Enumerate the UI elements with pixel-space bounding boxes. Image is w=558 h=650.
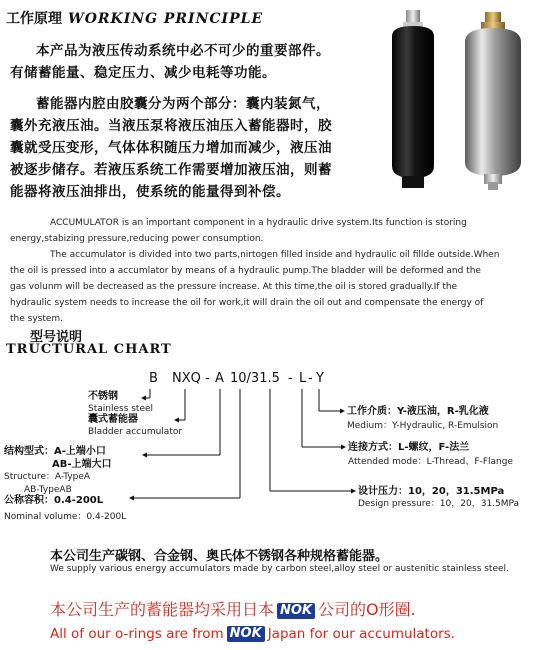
- oring-statement-cn: [50, 597, 416, 620]
- intro-en-line: the system.: [10, 314, 64, 324]
- intro-en-line: The accumulator is divided into two parts,nirtogen filled inside and hydraulic oil fillde outside.When: [50, 250, 500, 260]
- label-material-cn: 不锈钢: [88, 391, 118, 402]
- label-material-en: Stainless steel: [88, 404, 154, 414]
- label-volume-en: Nominal volume：0.4-200L: [4, 512, 127, 522]
- label-medium-cn: 工作介质：Y-液压油，R-乳化液: [347, 406, 489, 417]
- title-cn: 工作原理: [6, 11, 62, 27]
- label-bladder-en: Bladder accumulator: [88, 427, 183, 437]
- supply-statement-cn: 本公司生产碳钢、合金钢、奥氏体不锈钢各种规格蓄能器。: [50, 549, 389, 564]
- code-part-pressure: 10/31.5: [230, 371, 280, 386]
- label-structure-en-2: AB-TypeAB: [24, 485, 72, 495]
- model-title-en: TRUCTURAL CHART: [6, 342, 172, 357]
- code-part-dash: -: [308, 371, 313, 386]
- code-part-a: A: [215, 371, 224, 386]
- code-part-dash: -: [205, 371, 210, 386]
- intro-cn-line: 有储蓄能量、稳定压力、减少电耗等功能。: [10, 65, 276, 81]
- label-connection: [348, 441, 513, 469]
- title-en: WORKING PRINCIPLE: [68, 11, 264, 27]
- label-connection-en: Attended mode：L-Thread、F-Flange: [348, 457, 513, 467]
- intro-cn-line: 被逐步储存。若液压系统工作需要增加液压油，则蓄: [10, 162, 332, 178]
- intro-cn-line: 囊就受压变形，气体体积随压力增加而减少，液压油: [10, 140, 332, 156]
- nok-logo: NOK: [227, 626, 265, 642]
- code-part-y: Y: [316, 371, 324, 386]
- label-medium-en: Medium：Y-Hydraulic, R-Emulsion: [347, 421, 499, 431]
- intro-en-line: gas volunm will be decreased as the pressure increase. At this time,the oil is stored gradually.If the: [10, 282, 458, 292]
- label-volume-cn: 公称容积：0.4-200L: [4, 495, 104, 506]
- supply-statement-en: We supply various energy accumulators made by carbon steel,alloy steel or austenitic stainless steel.: [50, 564, 509, 574]
- label-volume: [4, 494, 126, 524]
- intro-cn-line: 囊外充液压油。当液压泵将液压油压入蓄能器时，胶: [10, 118, 332, 134]
- nok-logo: NOK: [277, 603, 315, 619]
- oring-statement-en: [50, 626, 455, 642]
- label-connection-cn: 连接方式：L-螺纹，F-法兰: [348, 442, 470, 453]
- oring-cn-post: 公司的O形圈.: [318, 600, 416, 619]
- oring-en-pre: All of our o-rings are from: [50, 626, 224, 642]
- code-part-nxq: NXQ: [172, 371, 201, 386]
- label-pressure: [358, 485, 519, 511]
- label-structure-en-1: Structure：A-TypeA: [4, 472, 91, 482]
- intro-en-line: ACCUMULATOR is an important component in a hydraulic drive system.Its function is storing: [50, 218, 467, 228]
- oring-en-post: Japan for our accumulators.: [267, 626, 455, 642]
- intro-en-line: the oil is pressed into a accumlator by means of a hydraulic pump.The bladder will be deformed and the: [10, 266, 481, 276]
- label-medium: [347, 405, 498, 433]
- label-structure-cn-1: 结构型式：A-上端小口: [4, 446, 106, 457]
- label-structure-cn-2: AB-上端大口: [52, 459, 112, 470]
- label-pressure-cn: 设计压力：10，20，31.5MPa: [358, 486, 505, 497]
- model-title-cn: 型号说明: [30, 330, 83, 345]
- oring-cn-pre: 本公司生产的蓄能器均采用日本: [50, 600, 275, 619]
- intro-cn-line: 能器将液压油排出，使系统的能量得到补偿。: [10, 184, 290, 200]
- label-bladder-cn: 囊式蓄能器: [88, 414, 138, 425]
- intro-cn-line: 蓄能器内腔由胶囊分为两个部分：囊内装氮气，: [36, 96, 330, 112]
- code-part-b: B: [149, 371, 158, 386]
- label-pressure-en: Design pressure：10，20，31.5MPa: [358, 499, 520, 509]
- code-part-dash: -: [288, 371, 293, 386]
- label-bladder: [88, 413, 182, 439]
- intro-cn-line: 本产品为液压传动系统中必不可少的重要部件。: [36, 43, 330, 59]
- intro-en-line: energy,stabizing pressure,reducing power consumption.: [10, 234, 264, 244]
- code-part-l: L: [299, 371, 307, 386]
- label-structure: [4, 445, 112, 497]
- intro-en-line: hydraulic system needs to increase the oil for work,it will drain the oil out and compensate the energy of: [10, 298, 484, 308]
